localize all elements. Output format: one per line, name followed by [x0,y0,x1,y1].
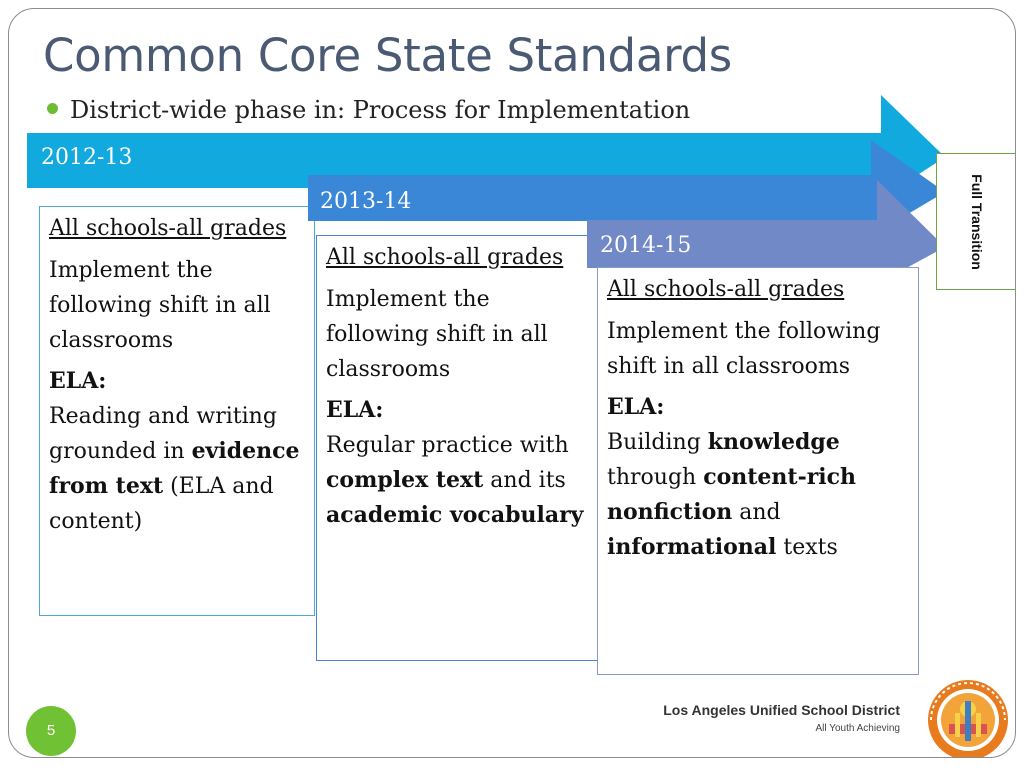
phase-heading-2012: All schools-all grades [49,216,287,241]
district-footer [663,702,900,734]
body-emphasis: academic vocabulary [326,502,584,528]
phase-box-2013 [316,235,600,661]
body-emphasis: informational [607,534,777,560]
phase-intro-2012: Implement the following shift in all classrooms [49,258,271,353]
body-text: and its [483,468,566,493]
phase-box-2014 [597,267,919,675]
body-text: Building [607,430,708,455]
body-text: and [732,500,781,525]
phase-label-2014: 2014-15 [600,233,692,258]
slide-frame [8,8,1016,758]
slide-title: Common Core State Standards [43,29,732,82]
bullet-text: District-wide phase in: Process for Implementation [70,96,691,124]
body-text: Reading and writing grounded in [49,404,277,464]
phase-heading-2014: All schools-all grades [607,277,845,302]
body-text: (ELA and content) [49,474,274,534]
phase-body-2014 [607,425,912,565]
district-seal-icon [927,679,1009,758]
district-name: Los Angeles Unified School District [663,702,900,718]
body-emphasis: content-rich nonfiction [607,464,857,525]
phase-heading-2013: All schools-all grades [326,245,564,270]
slide-number: 5 [26,706,76,756]
body-emphasis: complex text [326,467,484,493]
full-transition-box [936,153,1016,290]
ela-label-2014: ELA: [607,394,665,420]
full-transition-label: Full Transition [969,174,985,270]
body-emphasis: evidence from text [49,438,300,499]
body-emphasis: knowledge [707,429,840,455]
body-text: Regular practice with [326,433,569,458]
ela-label-2013: ELA: [326,397,384,423]
phase-label-2013: 2013-14 [320,189,412,214]
body-text: texts [776,535,838,560]
phase-intro-2013: Implement the following shift in all classrooms [326,287,548,382]
phase-box-2012 [39,206,315,616]
body-text: through [607,465,704,490]
phase-body-2013 [326,428,593,533]
phase-label-2012: 2012-13 [41,145,133,170]
phase-body-2012 [49,399,308,539]
phase-intro-2014: Implement the following shift in all classrooms [607,319,881,379]
district-tagline: All Youth Achieving [815,723,900,734]
ela-label-2012: ELA: [49,368,107,394]
